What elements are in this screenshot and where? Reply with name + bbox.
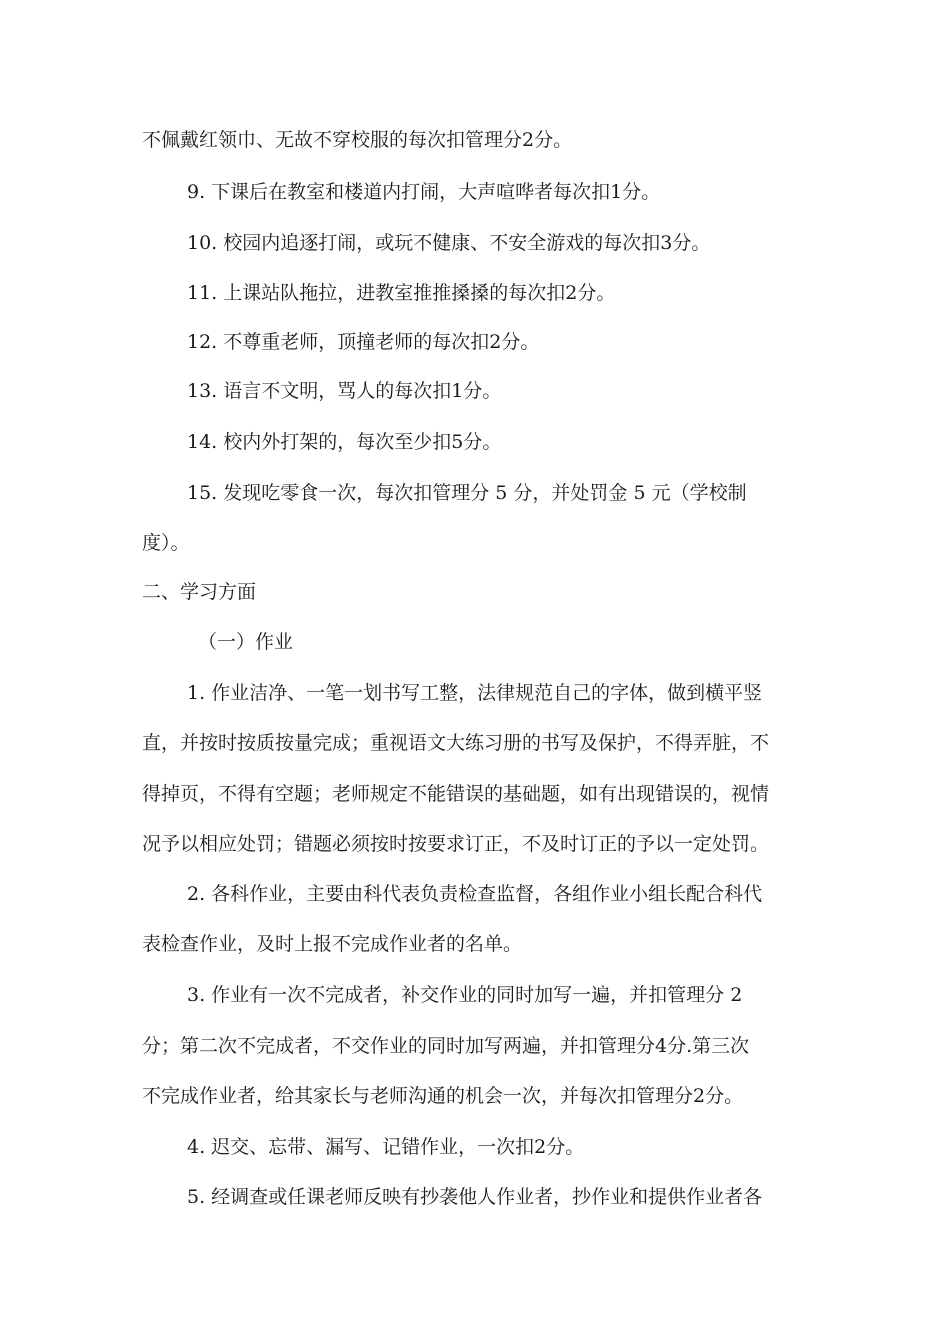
section-heading: 二、学习方面: [142, 581, 257, 603]
paragraph-line: 不完成作业者，给其家长与老师沟通的机会一次，并每次扣管理分2分。: [142, 1085, 744, 1107]
rule-item-12: 12. 不尊重老师，顶撞老师的每次扣2分。: [187, 331, 540, 353]
paragraph-line: 不佩戴红领巾、无故不穿校服的每次扣管理分2分。: [142, 129, 573, 151]
homework-item-1: 1. 作业洁净、一笔一划书写工整，法律规范自己的字体，做到横平竖: [187, 682, 763, 704]
paragraph-line: 况予以相应处罚；错题必须按时按要求订正，不及时订正的予以一定处罚。: [142, 833, 770, 855]
homework-item-4: 4. 迟交、忘带、漏写、记错作业，一次扣2分。: [187, 1136, 585, 1158]
homework-item-2: 2. 各科作业，主要由科代表负责检查监督，各组作业小组长配合科代: [187, 883, 763, 905]
rule-item-10: 10. 校园内追逐打闹，或玩不健康、不安全游戏的每次扣3分。: [187, 232, 711, 254]
paragraph-line: 直，并按时按质按量完成；重视语文大练习册的书写及保护，不得弄脏，不: [142, 732, 770, 754]
rule-item-9: 9. 下课后在教室和楼道内打闹，大声喧哗者每次扣1分。: [187, 181, 661, 203]
subsection-heading: （一）作业: [198, 631, 294, 653]
rule-item-11: 11. 上课站队拖拉，进教室推推搡搡的每次扣2分。: [187, 282, 616, 304]
paragraph-line: 得掉页，不得有空题；老师规定不能错误的基础题，如有出现错误的，视情: [142, 783, 770, 805]
paragraph-line: 分；第二次不完成者，不交作业的同时加写两遍，并扣管理分4分.第三次: [142, 1035, 750, 1057]
homework-item-3: 3. 作业有一次不完成者，补交作业的同时加写一遍，并扣管理分 2: [187, 984, 743, 1006]
homework-item-5: 5. 经调查或任课老师反映有抄袭他人作业者，抄作业和提供作业者各: [187, 1186, 763, 1208]
rule-item-15: 15. 发现吃零食一次，每次扣管理分 5 分，并处罚金 5 元（学校制: [187, 482, 747, 504]
paragraph-line: 度）。: [142, 532, 190, 554]
rule-item-14: 14. 校内外打架的，每次至少扣5分。: [187, 431, 502, 453]
paragraph-line: 表检查作业，及时上报不完成作业者的名单。: [142, 933, 523, 955]
rule-item-13: 13. 语言不文明，骂人的每次扣1分。: [187, 380, 502, 402]
